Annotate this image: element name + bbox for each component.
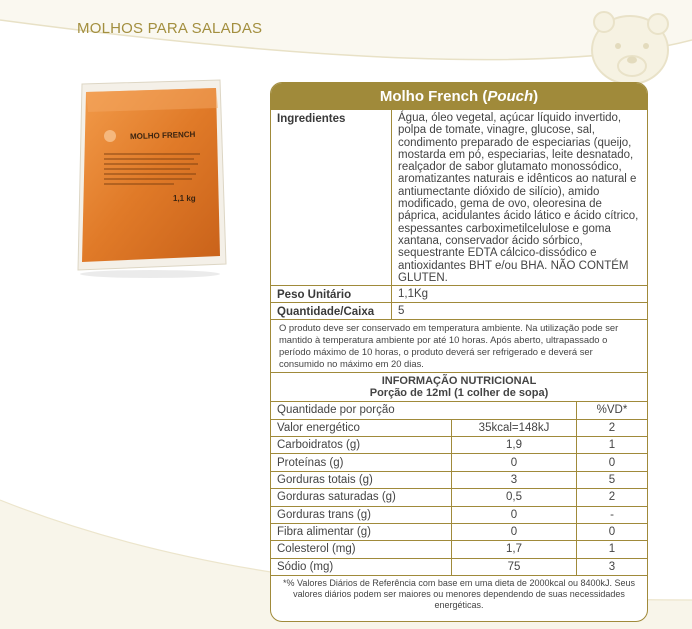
product-title bbox=[271, 83, 647, 110]
spec-key: Peso Unitário bbox=[271, 286, 392, 303]
table-row bbox=[271, 419, 647, 436]
table-row bbox=[271, 489, 647, 506]
nutrient-vd: 5 bbox=[577, 471, 648, 488]
nutrient-amount: 75 bbox=[452, 558, 577, 575]
product-info-panel bbox=[270, 82, 648, 622]
nutrient-vd: 2 bbox=[577, 419, 648, 436]
nutrition-footnote: *% Valores Diários de Referência com base em uma dieta de 2000kcal ou 8400kJ. Seus valores diários podem ser maiores ou menores dependendo de suas necessidades energéticas. bbox=[282, 578, 636, 611]
product-pouch-image bbox=[70, 78, 230, 278]
nutrition-portion: Porção de 12ml (1 colher de sopa) bbox=[369, 387, 549, 400]
spec-value: Água, óleo vegetal, açúcar líquido invertido, polpa de tomate, vinagre, glucose, sal, condimento preparado de especiarias (queijo, mostarda em pó, especiarias, leite desnatado, realçador de sabor glutamato monossódico, aromatizantes naturais e idênticos ao natural e antiumectante dióxido de silício), amido modificado, gema de ovo, oleoresina de páprica, acidulantes ácido lático e ácido cítrico, espessantes carboximetilcelulose e goma xantana, conservador ácido sórbico, sequestrante EDTA cálcico-dissódico e antioxidantes BHT e/ou BHA. NÃO CONTÉM GLUTEN. bbox=[392, 110, 648, 286]
nutrient-amount: 0,5 bbox=[452, 489, 577, 506]
nutrient-vd: 3 bbox=[577, 558, 648, 575]
pouch-label: MOLHO FRENCH bbox=[129, 129, 196, 142]
product-title-italic: Pouch bbox=[487, 88, 534, 105]
nutrient-name: Sódio (mg) bbox=[271, 558, 452, 575]
nutrient-amount: 1,7 bbox=[452, 541, 577, 558]
nutrient-amount: 35kcal=148kJ bbox=[452, 419, 577, 436]
nutrient-vd: 1 bbox=[577, 436, 648, 453]
spec-row-quantity-box bbox=[271, 303, 647, 320]
table-row bbox=[271, 471, 647, 488]
spec-table bbox=[271, 110, 647, 320]
spec-key: Quantidade/Caixa bbox=[271, 303, 392, 320]
storage-note: O produto deve ser conservado em temperatura ambiente. Na utilização pode ser mantido à temperatura ambiente por até 10 horas. Após aberto, ultrapassado o período máximo de 10 horas, o produto deverá ser refrigerado e deverá ser consumido no máximo em 20 dias. bbox=[271, 320, 647, 373]
section-title: MOLHOS PARA SALADAS bbox=[77, 20, 263, 37]
nutrition-header-label: Quantidade por porção bbox=[271, 402, 577, 419]
nutrition-title bbox=[271, 373, 647, 402]
nutrient-vd: 1 bbox=[577, 541, 648, 558]
nutrient-name: Colesterol (mg) bbox=[271, 541, 452, 558]
nutrient-vd: 0 bbox=[577, 454, 648, 471]
nutrient-amount: 0 bbox=[452, 454, 577, 471]
nutrient-vd: 2 bbox=[577, 489, 648, 506]
nutrient-name: Valor energético bbox=[271, 419, 452, 436]
nutrient-name: Carboidratos (g) bbox=[271, 436, 452, 453]
spec-key: Ingredientes bbox=[271, 110, 392, 286]
spec-value: 5 bbox=[392, 303, 648, 320]
product-title-end: ) bbox=[533, 88, 539, 105]
nutrition-heading: INFORMAÇÃO NUTRICIONAL bbox=[381, 375, 537, 388]
nutrient-amount: 1,9 bbox=[452, 436, 577, 453]
nutrient-amount: 0 bbox=[452, 506, 577, 523]
table-row bbox=[271, 506, 647, 523]
nutrient-name: Gorduras trans (g) bbox=[271, 506, 452, 523]
nutrition-header-vd: %VD* bbox=[577, 402, 648, 419]
pouch-weight: 1,1 kg bbox=[173, 194, 196, 203]
nutrient-amount: 3 bbox=[452, 471, 577, 488]
nutrient-name: Gorduras totais (g) bbox=[271, 471, 452, 488]
table-row bbox=[271, 558, 647, 575]
table-row bbox=[271, 541, 647, 558]
nutrition-header-row bbox=[271, 402, 647, 419]
spec-value: 1,1Kg bbox=[392, 286, 648, 303]
nutrient-name: Fibra alimentar (g) bbox=[271, 523, 452, 540]
nutrient-amount: 0 bbox=[452, 523, 577, 540]
product-title-main: Molho French ( bbox=[379, 88, 488, 105]
table-row bbox=[271, 436, 647, 453]
nutrition-table bbox=[271, 402, 647, 576]
spec-row-ingredients bbox=[271, 110, 647, 286]
spec-row-unit-weight bbox=[271, 286, 647, 303]
table-row bbox=[271, 523, 647, 540]
table-row bbox=[271, 454, 647, 471]
nutrient-vd: - bbox=[577, 506, 648, 523]
nutrient-vd: 0 bbox=[577, 523, 648, 540]
nutrient-name: Proteínas (g) bbox=[271, 454, 452, 471]
nutrient-name: Gorduras saturadas (g) bbox=[271, 489, 452, 506]
